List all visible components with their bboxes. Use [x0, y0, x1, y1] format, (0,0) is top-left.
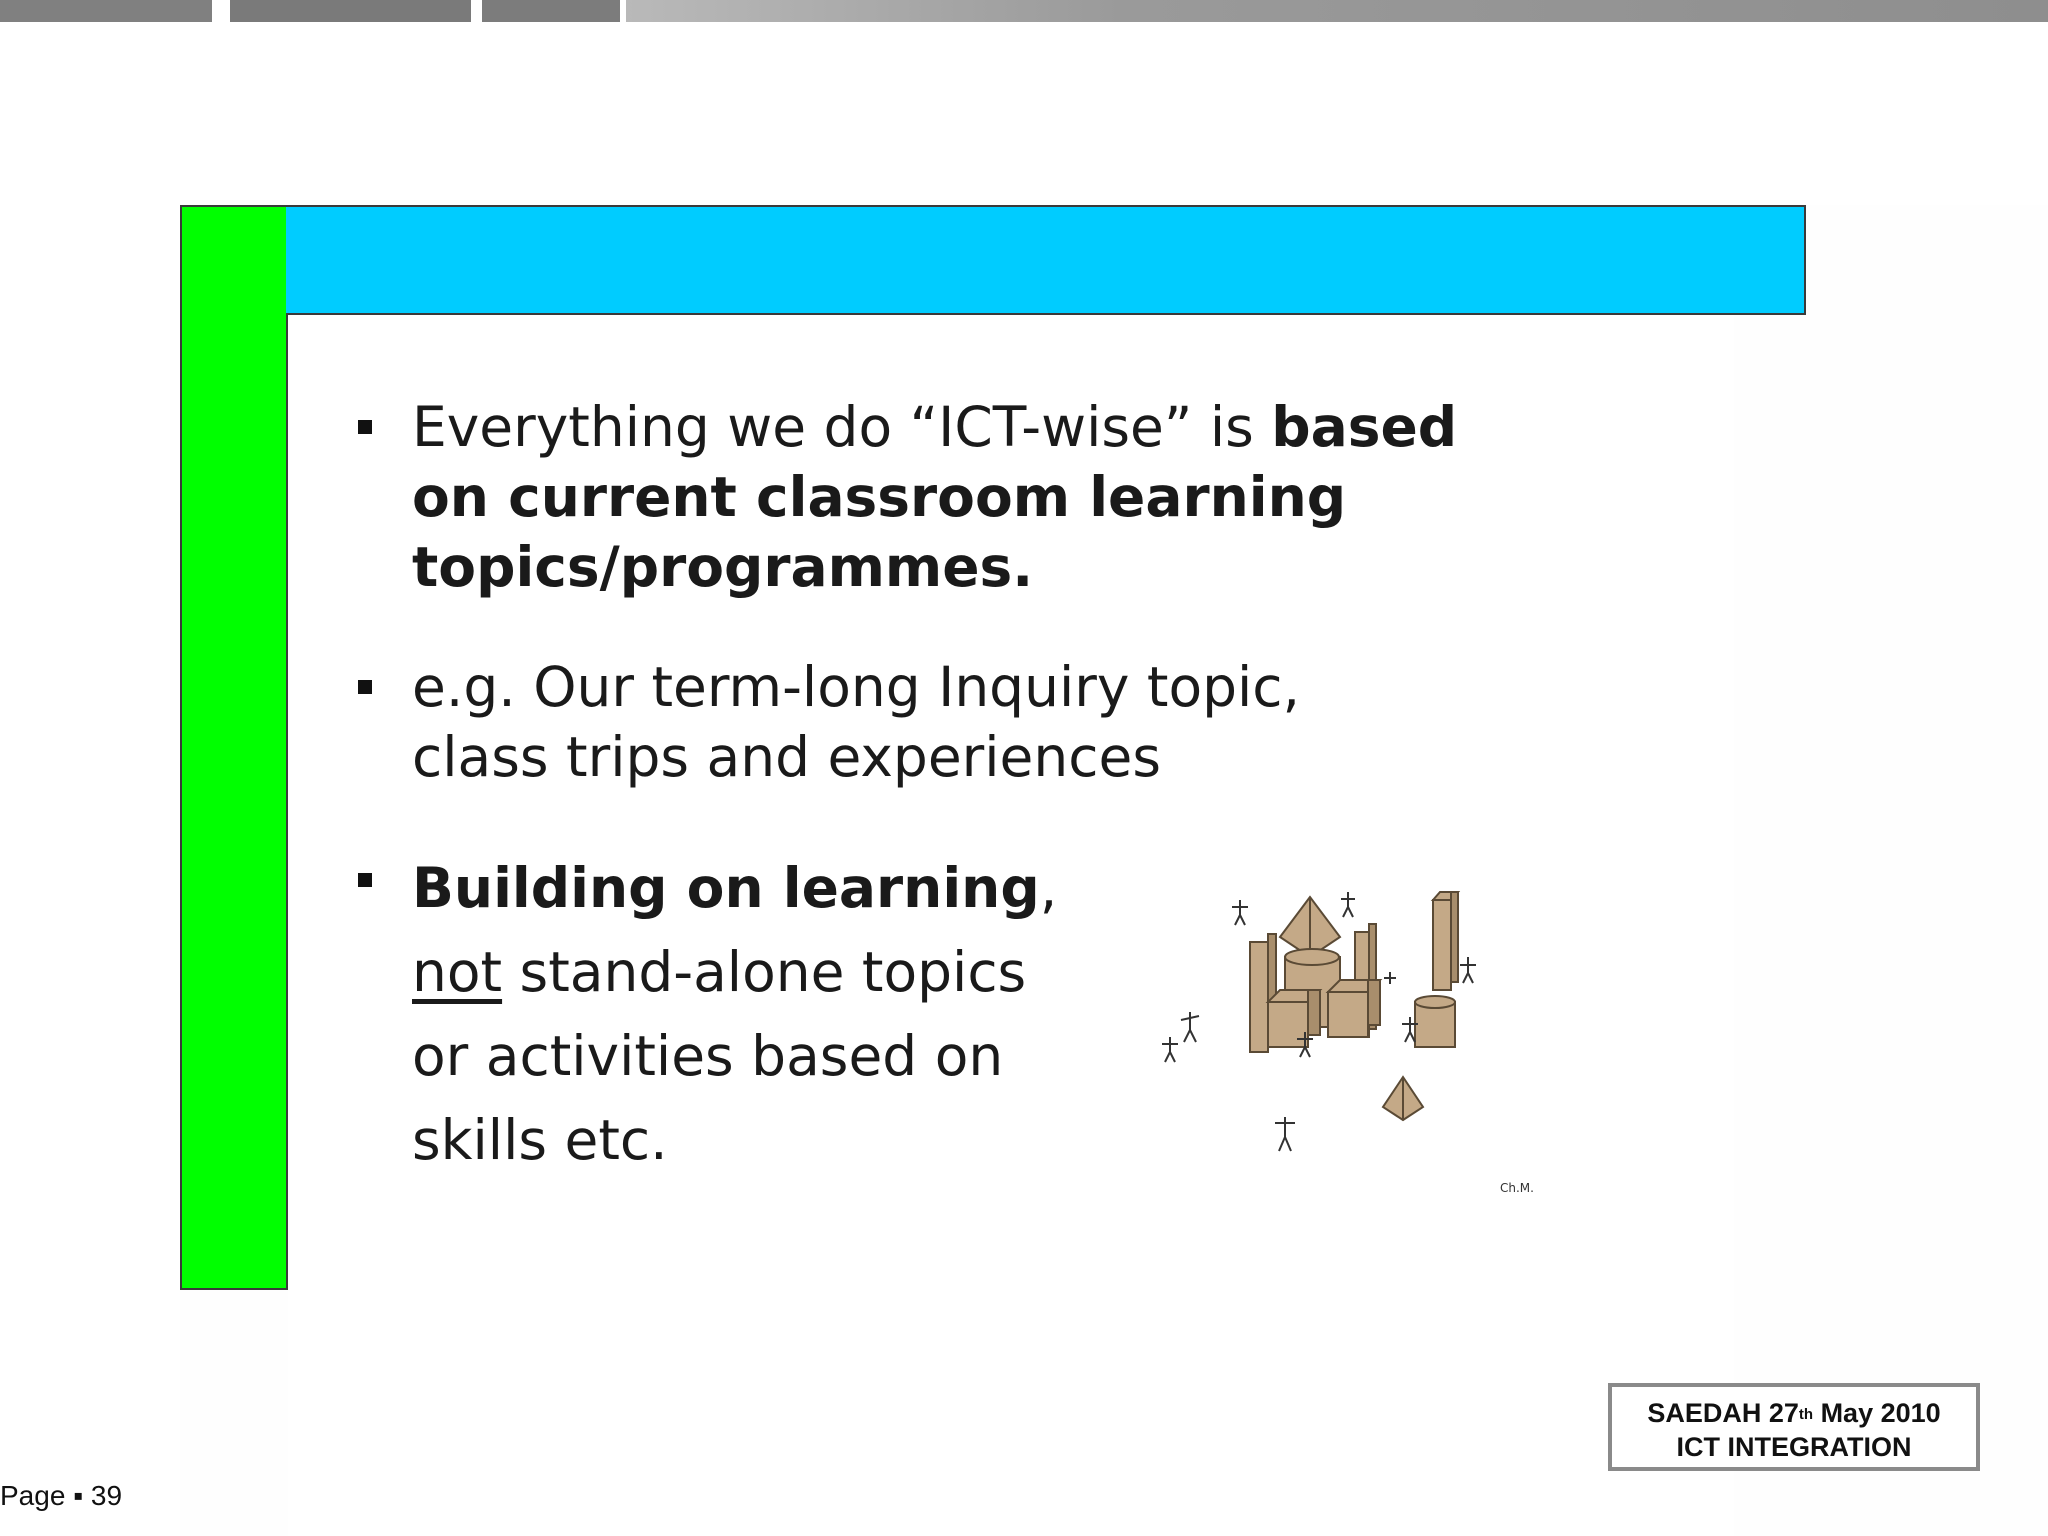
bullet-2 [412, 652, 1592, 792]
bullet-marker [358, 420, 372, 434]
badge-line2: ICT INTEGRATION [1676, 1432, 1912, 1462]
top-decorative-bar [0, 0, 2048, 22]
bullet-marker [358, 873, 372, 887]
badge-line1-post: May 2010 [1813, 1398, 1941, 1428]
bullet-3-tail: , [1039, 856, 1058, 920]
bullet-3-bold: Building on learning [412, 856, 1040, 920]
bullet-1-line2: on current classroom learning [412, 465, 1347, 529]
page-separator: ▪ [73, 1480, 84, 1511]
bullet-1 [412, 392, 1592, 602]
page-number-value: 39 [90, 1480, 123, 1511]
cyan-title-bar [286, 205, 1806, 315]
bullet-2-line1: e.g. Our term-long Inquiry topic, [412, 655, 1301, 719]
top-bar-segment [230, 0, 471, 22]
top-bar-segment [0, 0, 212, 22]
bullet-3 [412, 846, 1132, 1182]
bullet-1-line3: topics/programmes. [412, 535, 1034, 599]
bullet-3-underlined: not [412, 940, 503, 1004]
bullet-marker [358, 680, 372, 694]
bullet-1-bold: based [1271, 395, 1458, 459]
illustration-signature: Ch.M. [1500, 1181, 1534, 1195]
green-sidebar [180, 205, 288, 1290]
bullet-2-line2: class trips and experiences [412, 725, 1161, 789]
bullet-3-line3: or activities based on [412, 1024, 1004, 1088]
badge-line1-pre: SAEDAH 27 [1647, 1398, 1799, 1428]
people-building-blocks-illustration [1150, 862, 1560, 1208]
illustration-svg [1150, 862, 1560, 1208]
bullet-3-line2-rest: stand-alone topics [502, 940, 1027, 1004]
bullet-3-line4: skills etc. [412, 1108, 668, 1172]
bullet-1-text: Everything we do “ICT-wise” is [412, 395, 1272, 459]
page-prefix: Page [0, 1480, 66, 1511]
top-bar-gradient-segment [626, 0, 2048, 22]
event-badge [1608, 1383, 1980, 1471]
page-number [0, 1480, 122, 1512]
badge-line1-sup: th [1798, 1406, 1814, 1423]
top-bar-segment [482, 0, 620, 22]
